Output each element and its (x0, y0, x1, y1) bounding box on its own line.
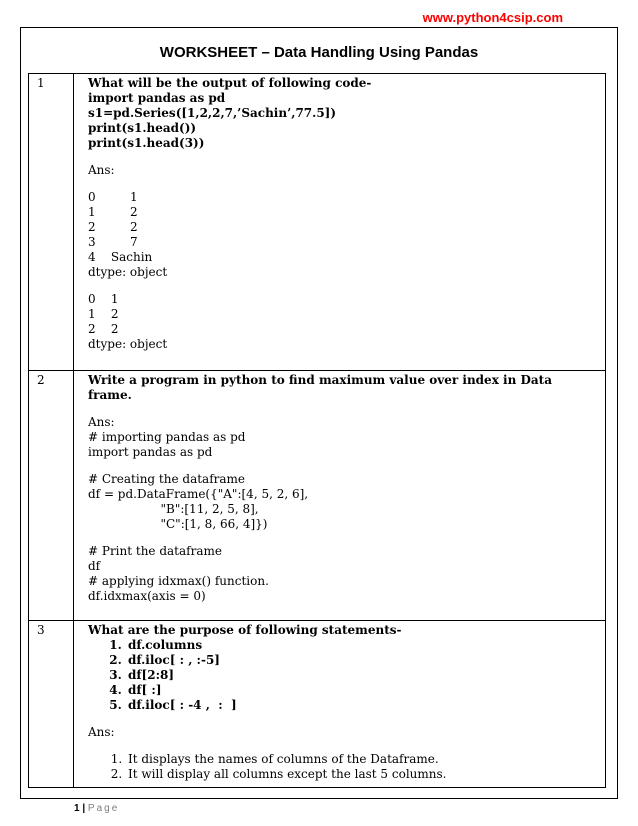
question-body (74, 371, 606, 621)
code-line: s1=pd.Series([1,2,2,7,’Sachin’,77.5]) (88, 106, 337, 120)
code-line: print(s1.head(3)) (88, 136, 205, 150)
output-line: 3 7 (88, 235, 138, 249)
output-line: dtype: object (88, 337, 168, 351)
list-item: 2. It will display all columns except the last 5 columns. (126, 767, 599, 782)
list-item: 4. df[ :] (126, 683, 599, 698)
code-line: "B":[11, 2, 5, 8], (88, 502, 259, 516)
worksheet-title: WORKSHEET – Data Handling Using Pandas (159, 44, 479, 61)
output-line: 2 2 (88, 322, 119, 336)
site-link[interactable]: www.python4csip.com (422, 10, 563, 25)
question-body (74, 74, 606, 371)
footer-separator: | (79, 803, 88, 814)
output-line: 1 2 (88, 205, 138, 219)
question-number: 3 (29, 621, 74, 788)
page-number: 1 (74, 803, 80, 814)
question-text: Write a program in python to find maximum value over index in Data frame. (88, 373, 552, 402)
code-line: # applying idxmax() function. (88, 574, 269, 588)
output-line: dtype: object (88, 265, 168, 279)
list-item: 1. It displays the names of columns of the Dataframe. (126, 752, 599, 767)
output-line: 0 1 (88, 190, 138, 204)
code-line: "C":[1, 8, 66, 4]}) (88, 517, 268, 531)
page-label: Page (87, 803, 120, 814)
code-line: import pandas as pd (88, 445, 213, 459)
question-body (74, 621, 606, 788)
question-row-2 (29, 371, 606, 621)
answer-label: Ans: (88, 725, 115, 739)
questions-table (28, 73, 606, 788)
question-number: 2 (29, 371, 74, 621)
code-line: df (88, 559, 101, 573)
question-text: What are the purpose of following statements- (88, 623, 402, 637)
question-row-1 (29, 74, 606, 371)
output-line: 0 1 (88, 292, 119, 306)
code-line: df.idxmax(axis = 0) (88, 589, 206, 603)
list-item: 2. df.iloc[ : , :-5] (126, 653, 599, 668)
list-item: 1. df.columns (126, 638, 599, 653)
answer-list (88, 752, 599, 782)
code-line: print(s1.head()) (88, 121, 197, 135)
code-line: # Print the dataframe (88, 544, 222, 558)
question-text: What will be the output of following code- (88, 76, 372, 90)
code-line: # Creating the dataframe (88, 472, 246, 486)
statement-list (88, 638, 599, 713)
output-line: 2 2 (88, 220, 138, 234)
code-line: import pandas as pd (88, 91, 226, 105)
list-item: 5. df.iloc[ : -4 , : ] (126, 698, 599, 713)
question-row-3 (29, 621, 606, 788)
code-line: # importing pandas as pd (88, 430, 246, 444)
answer-label: Ans: (88, 415, 115, 429)
code-line: df = pd.DataFrame({"A":[4, 5, 2, 6], (88, 487, 309, 501)
list-item: 3. df[2:8] (126, 668, 599, 683)
output-line: 4 Sachin (88, 250, 153, 264)
answer-label: Ans: (88, 163, 115, 177)
page-footer (74, 803, 119, 814)
output-line: 1 2 (88, 307, 119, 321)
question-number: 1 (29, 74, 74, 371)
